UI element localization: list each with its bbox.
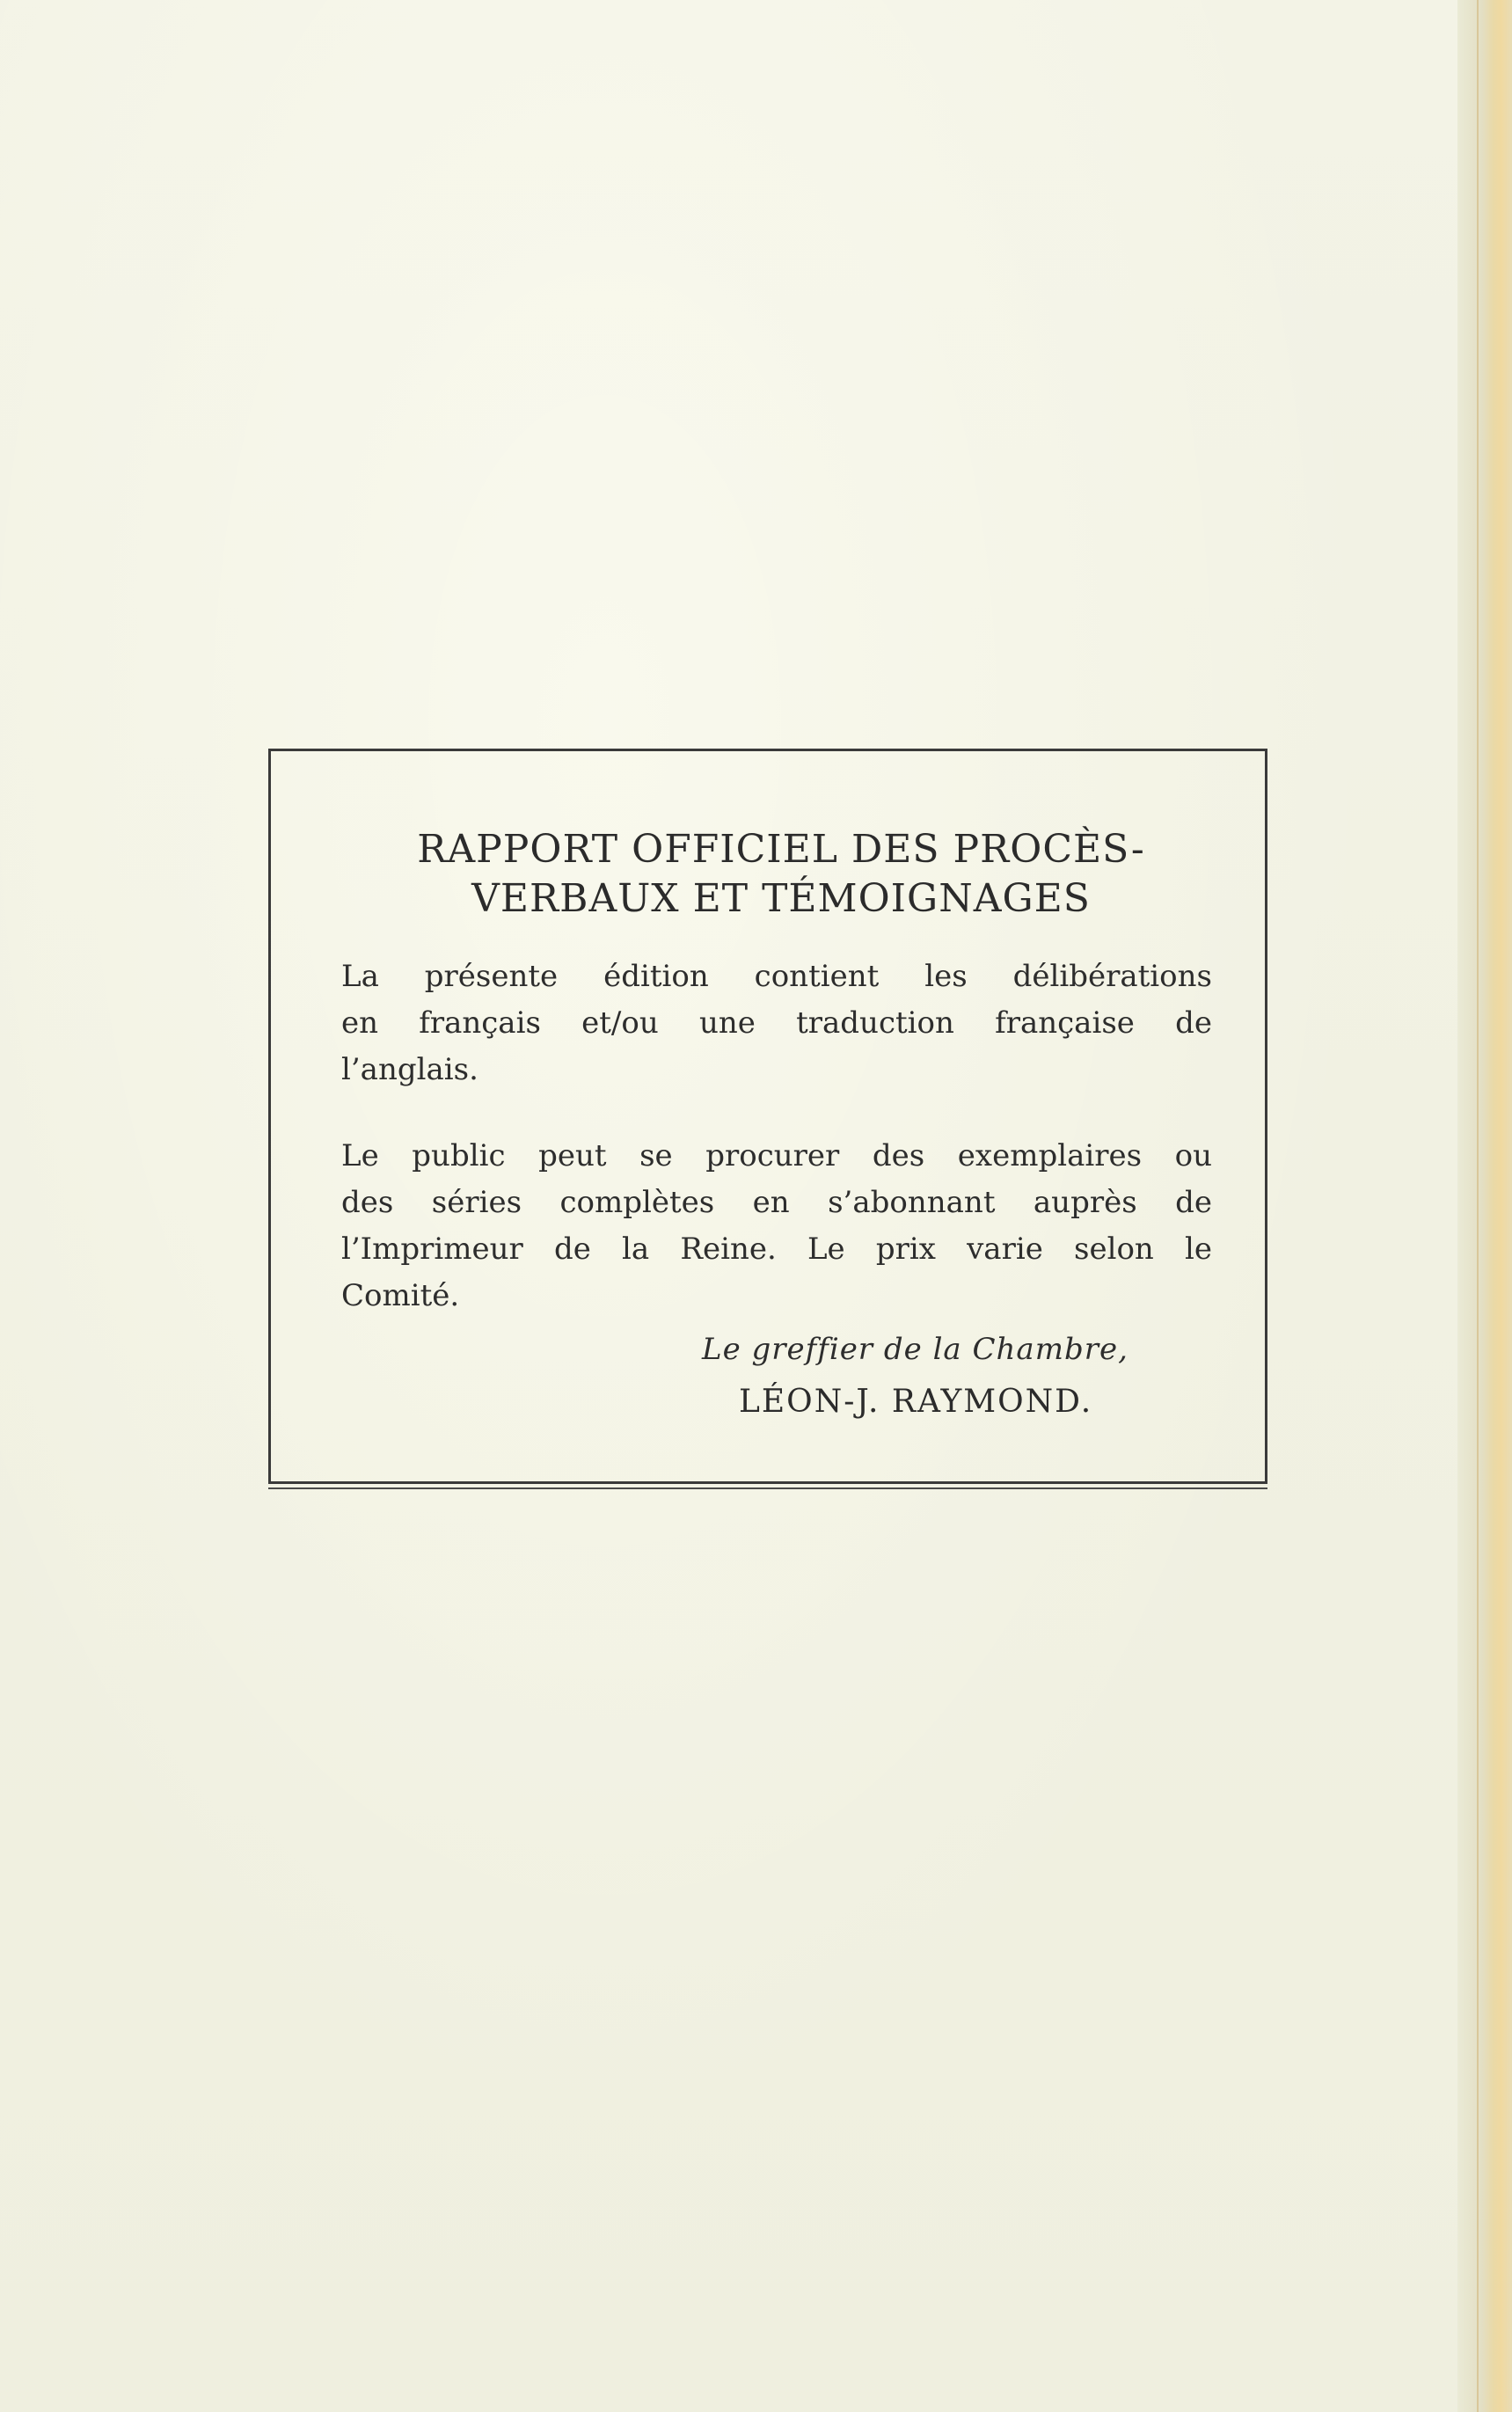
notice-box [268, 749, 1267, 1484]
signature-role: Le greffier de la Chambre, [702, 1332, 1129, 1367]
notice-paragraph-subscription [341, 1133, 1212, 1319]
gutter-edge-line [1477, 0, 1479, 2412]
paragraph-line: en français et/ou une traduction française de [341, 1005, 1212, 1041]
page-gutter [1457, 0, 1512, 2412]
paragraph-line: Comité. [341, 1278, 460, 1313]
paragraph-line: La présente édition contient les délibérations [341, 959, 1212, 994]
notice-title-line: VERBAUX ET TÉMOIGNAGES [471, 876, 1091, 921]
paragraph-line: l’Imprimeur de la Reine. Le prix varie selon le [341, 1232, 1212, 1267]
paragraph-line: l’anglais. [341, 1052, 478, 1087]
paragraph-line: des séries complètes en s’abonnant auprès de [341, 1185, 1212, 1220]
paragraph-line: Le public peut se procurer des exemplaires ou [341, 1138, 1212, 1173]
signature-name: LÉON-J. RAYMOND. [739, 1384, 1093, 1420]
notice-title-line: RAPPORT OFFICIEL DES PROCÈS- [417, 827, 1145, 872]
notice-paragraph-edition [341, 954, 1212, 1093]
notice-title [341, 825, 1221, 924]
